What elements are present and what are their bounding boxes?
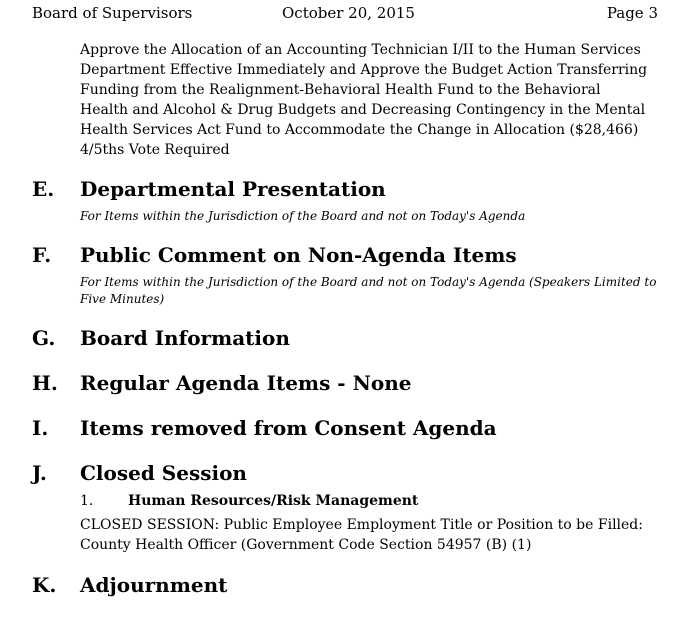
intro-line: Department Effective Immediately and Approve the Budget Action Transferring xyxy=(80,62,648,78)
intro-line: 4/5ths Vote Required xyxy=(80,142,230,158)
closed-session-text xyxy=(80,515,660,555)
header-page-number: Page 3 xyxy=(606,4,658,22)
closed-session-line: County Health Officer (Government Code Section 54957 (B) (1) xyxy=(80,537,532,553)
section-letter-e: E. xyxy=(32,177,55,201)
section-letter-k: K. xyxy=(32,573,57,597)
section-letter-j: J. xyxy=(32,461,47,485)
subitem-title: Human Resources/Risk Management xyxy=(128,493,419,509)
intro-line: Approve the Allocation of an Accounting Technician I/II to the Human Services xyxy=(80,42,641,58)
intro-line: Health Services Act Fund to Accommodate the Change in Allocation ($28,466) xyxy=(80,122,639,138)
page-header xyxy=(32,4,658,24)
section-letter-i: I. xyxy=(32,416,49,440)
section-letter-f: F. xyxy=(32,243,52,267)
section-title-board-information: Board Information xyxy=(80,326,290,350)
section-note-f: For Items within the Jurisdiction of the Board and not on Today's Agenda (Speakers Limited to Five Minutes) xyxy=(80,275,657,306)
section-title-closed-session: Closed Session xyxy=(80,461,247,485)
intro-line: Funding from the Realignment-Behavioral Health Fund to the Behavioral xyxy=(80,82,601,98)
section-title-regular-agenda: Regular Agenda Items - None xyxy=(80,371,412,395)
closed-session-line: CLOSED SESSION: Public Employee Employment Title or Position to be Filled: xyxy=(80,517,643,533)
section-title-items-removed: Items removed from Consent Agenda xyxy=(80,416,497,440)
header-board-name: Board of Supervisors xyxy=(32,4,193,22)
subitem-number: 1. xyxy=(80,493,94,509)
section-title-public-comment: Public Comment on Non-Agenda Items xyxy=(80,243,517,267)
section-title-departmental-presentation: Departmental Presentation xyxy=(80,177,386,201)
intro-item-text xyxy=(80,40,660,160)
section-letter-g: G. xyxy=(32,326,56,350)
section-note-e: For Items within the Jurisdiction of the Board and not on Today's Agenda xyxy=(80,209,526,223)
section-letter-h: H. xyxy=(32,371,58,395)
section-title-adjournment: Adjournment xyxy=(80,573,228,597)
intro-line: Health and Alcohol & Drug Budgets and Decreasing Contingency in the Mental xyxy=(80,102,646,118)
header-date: October 20, 2015 xyxy=(282,4,415,22)
